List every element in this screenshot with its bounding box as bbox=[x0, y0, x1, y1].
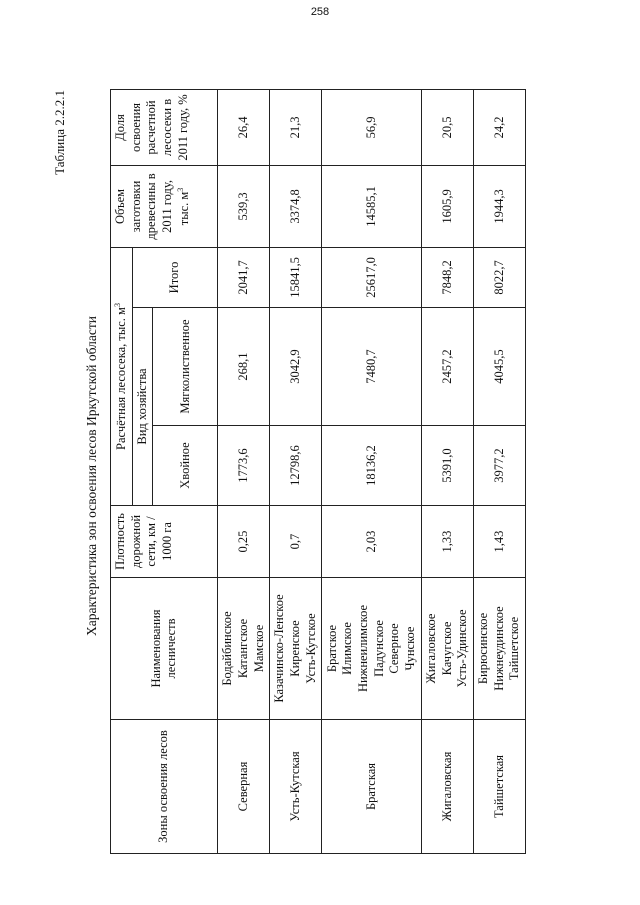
cell-forestries: Бодайбинское Катангское Мамское bbox=[218, 578, 270, 720]
cell-forestries: Братское Илимское Нижнеилимское Падунское Северное Чунское bbox=[322, 578, 422, 720]
cell-coniferous: 12798,6 bbox=[270, 426, 322, 506]
table-caption: Таблица 2.2.2.1 bbox=[52, 90, 67, 175]
cell-deciduous: 7480,7 bbox=[322, 308, 422, 426]
header-forestries: Наименования лесничеств bbox=[111, 578, 218, 720]
cell-harvest: 3374,8 bbox=[270, 165, 322, 247]
cell-zone: Усть-Кутская bbox=[270, 720, 322, 854]
table-row bbox=[322, 89, 422, 853]
cell-deciduous: 2457,2 bbox=[422, 308, 474, 426]
header-deciduous: Мягколиственное bbox=[153, 308, 218, 426]
cell-harvest: 1944,3 bbox=[474, 165, 526, 247]
cell-coniferous: 5391,0 bbox=[422, 426, 474, 506]
cell-harvest: 539,3 bbox=[218, 165, 270, 247]
cell-road-density: 0,25 bbox=[218, 506, 270, 578]
cell-coniferous: 3977,2 bbox=[474, 426, 526, 506]
cell-deciduous: 4045,5 bbox=[474, 308, 526, 426]
header-zone: Зоны освоения лесов bbox=[111, 720, 218, 854]
cell-zone: Братская bbox=[322, 720, 422, 854]
cell-zone: Жигаловская bbox=[422, 720, 474, 854]
cell-harvest: 1605,9 bbox=[422, 165, 474, 247]
cell-total: 8022,7 bbox=[474, 247, 526, 307]
page-number: 258 bbox=[310, 6, 330, 18]
header-farm-type: Вид хозяйства bbox=[132, 308, 153, 506]
cell-total: 7848,2 bbox=[422, 247, 474, 307]
table-row bbox=[270, 89, 322, 853]
cell-coniferous: 1773,6 bbox=[218, 426, 270, 506]
cell-forestries: Жигаловское Качугское Усть-Удинское bbox=[422, 578, 474, 720]
cell-coniferous: 18136,2 bbox=[322, 426, 422, 506]
header-allowable-cut: Расчётная лесосека, тыс. $м^3$ bbox=[111, 247, 133, 505]
header-road-density: Плотность дорожной сети, км / 1000 га bbox=[111, 506, 218, 578]
cell-share: 26,4 bbox=[218, 89, 270, 165]
cell-deciduous: 3042,9 bbox=[270, 308, 322, 426]
cell-total: 2041,7 bbox=[218, 247, 270, 307]
cell-share: 24,2 bbox=[474, 89, 526, 165]
cell-harvest: 14585,1 bbox=[322, 165, 422, 247]
cell-deciduous: 268,1 bbox=[218, 308, 270, 426]
cell-share: 56,9 bbox=[322, 89, 422, 165]
forest-zones-table bbox=[110, 89, 526, 854]
header-row-1 bbox=[111, 89, 133, 853]
cell-road-density: 1,43 bbox=[474, 506, 526, 578]
table-row bbox=[474, 89, 526, 853]
cell-share: 21,3 bbox=[270, 89, 322, 165]
table-title: Характеристика зон освоения лесов Иркутской области bbox=[84, 315, 99, 637]
cell-forestries: Бирюсинское Нижнеудинское Тайшетское bbox=[474, 578, 526, 720]
table-row bbox=[218, 89, 270, 853]
header-total: Итого bbox=[132, 247, 218, 307]
cell-zone: Тайшетская bbox=[474, 720, 526, 854]
header-harvest-volume: Объем заготовки древесины в 2011 году, тыс. $м^3$ bbox=[111, 165, 218, 247]
cell-zone: Северная bbox=[218, 720, 270, 854]
cell-total: 25617,0 bbox=[322, 247, 422, 307]
header-share: Доля освоения расчетной лесосеки в 2011 году, % bbox=[111, 89, 218, 165]
header-coniferous: Хвойное bbox=[153, 426, 218, 506]
cell-share: 20,5 bbox=[422, 89, 474, 165]
cell-forestries: Казачинско-Ленское Киренское Усть-Кутское bbox=[270, 578, 322, 720]
cell-total: 15841,5 bbox=[270, 247, 322, 307]
table-row bbox=[422, 89, 474, 853]
cell-road-density: 1,33 bbox=[422, 506, 474, 578]
rotated-table-page bbox=[52, 90, 522, 862]
cell-road-density: 0,7 bbox=[270, 506, 322, 578]
cell-road-density: 2,03 bbox=[322, 506, 422, 578]
